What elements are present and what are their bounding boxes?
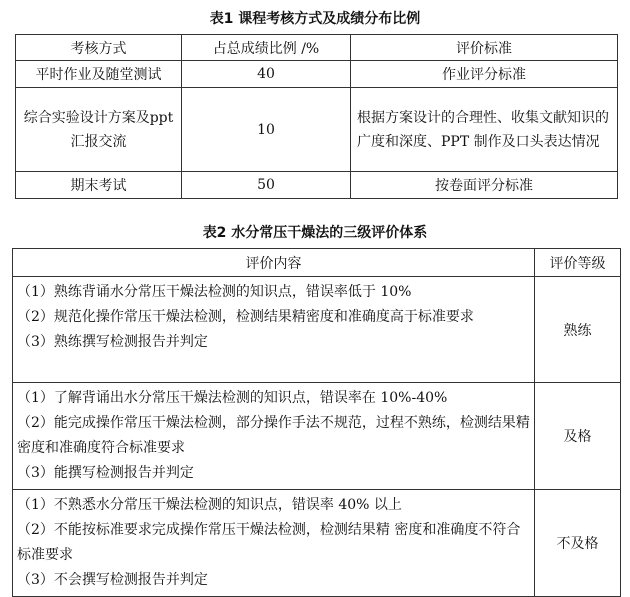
header-content: 评价内容 xyxy=(13,249,535,277)
content-cell xyxy=(13,277,535,383)
standard-cell: 按卷面评分标准 xyxy=(351,172,618,199)
table2-caption: 表2 水分常压干燥法的三级评价体系 xyxy=(202,225,428,241)
header-method: 考核方式 xyxy=(16,35,182,61)
criterion-item: （3）不会撰写检测报告并判定 xyxy=(17,572,208,588)
criterion-item: （3）能撰写检测报告并判定 xyxy=(17,465,194,481)
exam-method-table xyxy=(15,34,618,199)
criterion-item: （2）能完成操作常压干燥法检测，部分操作手法不规范，过程不熟练，检测结果精密度和准确度符合标准要求 xyxy=(17,415,530,456)
method-cell: 平时作业及随堂测试 xyxy=(16,61,182,88)
header-standard: 评价标准 xyxy=(351,35,618,61)
table-row xyxy=(13,490,621,597)
criterion-item: （2）规范化操作常压干燥法检测，检测结果精密度和准确度高于标准要求 xyxy=(17,309,474,325)
content-cell xyxy=(13,383,535,490)
table-row xyxy=(16,61,618,88)
table-row xyxy=(16,172,618,199)
table-row xyxy=(13,277,621,383)
ratio-cell: 10 xyxy=(182,88,351,172)
criterion-item: （2）不能按标准要求完成操作常压干燥法检测，检测结果精 密度和准确度不符合标准要求 xyxy=(17,522,521,563)
header-ratio: 占总成绩比例 /% xyxy=(182,35,351,61)
level-cell: 熟练 xyxy=(535,277,621,383)
standard-cell: 作业评分标准 xyxy=(351,61,618,88)
ratio-cell: 50 xyxy=(182,172,351,199)
level-cell: 及格 xyxy=(535,383,621,490)
table1-caption: 表1 课程考核方式及成绩分布比例 xyxy=(209,11,421,27)
criterion-item: （1）熟练背诵水分常压干燥法检测的知识点，错误率低于 10% xyxy=(17,284,412,300)
table-header-row xyxy=(16,35,618,61)
level-cell: 不及格 xyxy=(535,490,621,597)
criterion-item: （1）不熟悉水分常压干燥法检测的知识点，错误率 40% 以上 xyxy=(17,497,402,513)
method-cell: 期末考试 xyxy=(16,172,182,199)
content-cell xyxy=(13,490,535,597)
standard-cell: 根据方案设计的合理性、收集文献知识的广度和深度、PPT 制作及口头表达情况 xyxy=(351,88,618,172)
criterion-item: （3）熟练撰写检测报告并判定 xyxy=(17,334,208,350)
ratio-cell: 40 xyxy=(182,61,351,88)
method-cell: 综合实验设计方案及ppt 汇报交流 xyxy=(16,88,182,172)
evaluation-table xyxy=(12,248,621,597)
criterion-item: （1）了解背诵出水分常压干燥法检测的知识点，错误率在 10%-40% xyxy=(17,390,448,406)
table-row xyxy=(13,383,621,490)
header-level: 评价等级 xyxy=(535,249,621,277)
table-row xyxy=(16,88,618,172)
table-header-row xyxy=(13,249,621,277)
